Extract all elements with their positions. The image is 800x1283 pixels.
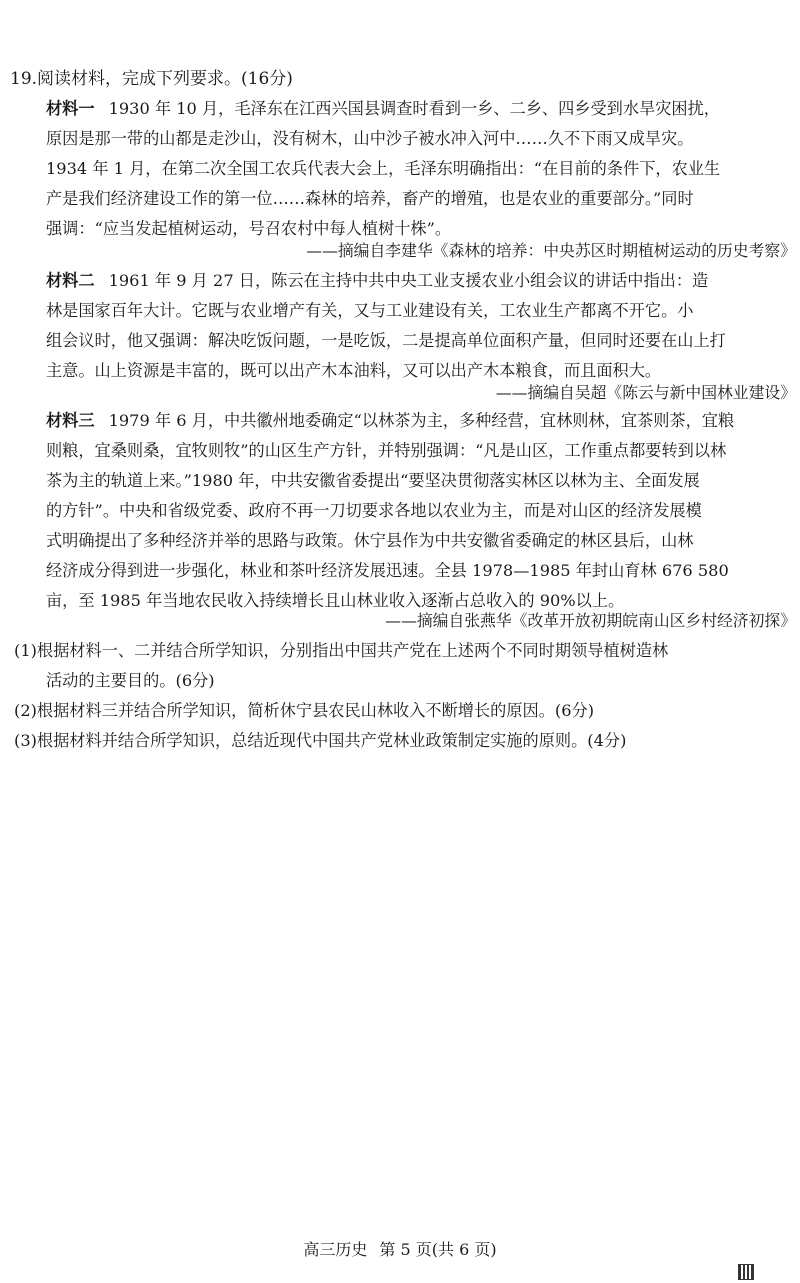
material3-label: 材料三 — [46, 411, 95, 430]
material2-line-4: 主意。山上资源是丰富的，既可以出产木本油料，又可以出产木本粮食，而且面积大。 — [46, 361, 662, 380]
material3-line-5: 式明确提出了多种经济并举的思路与政策。休宁县作为中共安徽省委确定的林区县后，山林 — [46, 531, 694, 550]
question-2: (2)根据材料三并结合所学知识，简析休宁县农民山林收入不断增长的原因。(6分) — [14, 701, 595, 720]
qr-code-icon — [738, 1264, 754, 1280]
material3-line-7: 亩，至 1985 年当地农民收入持续增长且山林业收入逐渐占总收入的 90%以上。 — [46, 591, 625, 610]
material3-line-1 — [46, 406, 734, 436]
material3-line-6: 经济成分得到进一步强化，林业和茶叶经济发展迅速。全县 1978—1985 年封山育林 676 580 — [46, 561, 729, 580]
question-1-line-1: (1)根据材料一、二并结合所学知识，分别指出中国共产党在上述两个不同时期领导植树造林 — [14, 641, 669, 660]
material2-label: 材料二 — [46, 271, 95, 290]
material1-line-5: 强调：“应当发起植树运动，号召农村中每人植树十株”。 — [46, 219, 452, 238]
material1-line-3: 1934 年 1 月，在第二次全国工农兵代表大会上，毛泽东明确指出：“在目前的条件下，农业生 — [46, 159, 721, 178]
question-1-line-2: 活动的主要目的。(6分) — [46, 671, 215, 690]
material1-line-2: 原因是那一带的山都是走沙山，没有树木，山中沙子被水冲入河中……久不下雨又成旱灾。 — [46, 129, 694, 148]
material1-source: ——摘编自李建华《森林的培养：中央苏区时期植树运动的历史考察》 — [306, 241, 796, 260]
material3-line-2: 则粮，宜桑则桑，宜牧则牧”的山区生产方针，并特别强调：“凡是山区，工作重点都要转到以林 — [46, 441, 727, 460]
material3-line-4: 的方针”。中央和省级党委、政府不再一刀切要求各地以农业为主，而是对山区的经济发展模 — [46, 501, 702, 520]
material2-line-3: 组会议时，他又强调：解决吃饭问题，一是吃饭，二是提高单位面积产量，但同时还要在山上打 — [46, 331, 726, 350]
page-footer — [0, 1238, 800, 1262]
material3-text-1: 1979 年 6 月，中共徽州地委确定“以林茶为主，多种经营，宜林则林，宜茶则茶，宜粮 — [108, 411, 735, 430]
material2-text-1: 1961 年 9 月 27 日，陈云在主持中共中央工业支援农业小组会议的讲话中指出：造 — [108, 271, 709, 290]
material3-line-3: 茶为主的轨道上来。”1980 年，中共安徽省委提出“要坚决贯彻落实林区以林为主、全面发展 — [46, 471, 700, 490]
material3-source: ——摘编自张燕华《改革开放初期皖南山区乡村经济初探》 — [385, 611, 796, 630]
material2-line-1 — [46, 266, 708, 296]
material1-label: 材料一 — [46, 99, 95, 118]
material1-line-1 — [46, 94, 720, 124]
material2-line-2: 林是国家百年大计。它既与农业增产有关，又与工业建设有关，工农业生产都离不开它。小 — [46, 301, 694, 320]
material1-line-4: 产是我们经济建设工作的第一位……森林的培养，畜产的增殖，也是农业的重要部分。”同时 — [46, 189, 694, 208]
footer-subject: 高三历史 — [303, 1240, 368, 1259]
question-title: 19.阅读材料，完成下列要求。(16分) — [10, 69, 293, 89]
question-3: (3)根据材料并结合所学知识，总结近现代中国共产党林业政策制定实施的原则。(4分) — [14, 731, 627, 750]
footer-page-number: 第 5 页(共 6 页) — [379, 1240, 497, 1259]
material2-source: ——摘编自吴超《陈云与新中国林业建设》 — [495, 383, 796, 402]
material1-text-1: 1930 年 10 月，毛泽东在江西兴国县调查时看到一乡、二乡、四乡受到水旱灾困扰， — [108, 99, 720, 118]
